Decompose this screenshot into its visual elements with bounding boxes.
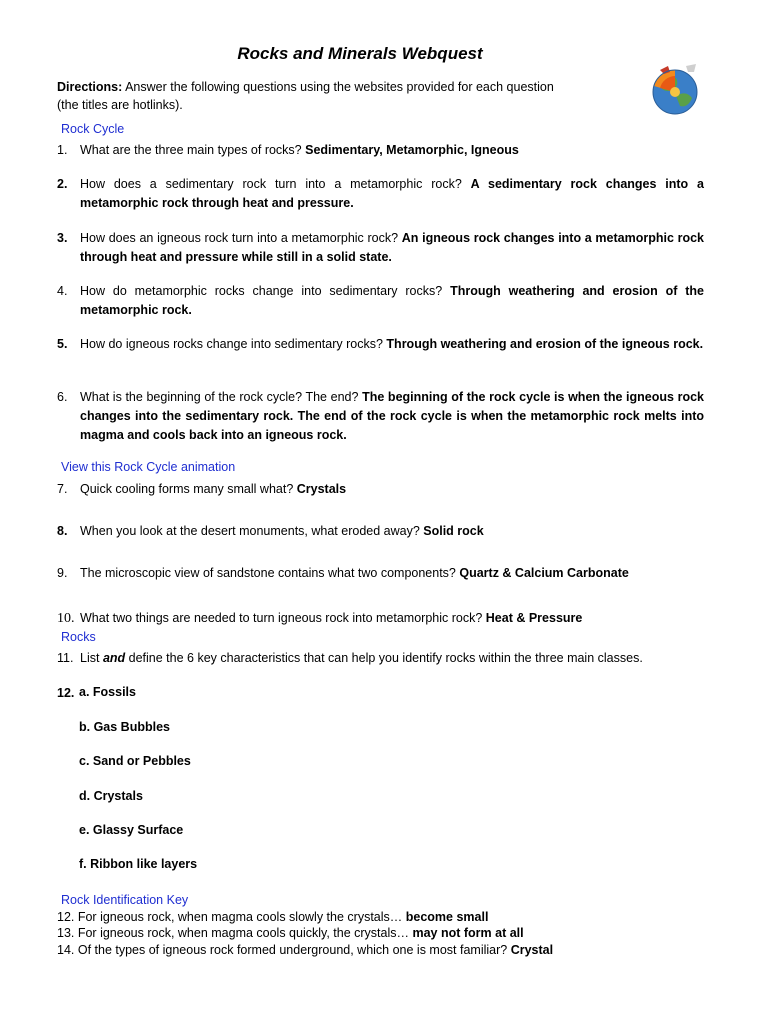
question-text: How do metamorphic rocks change into sedimentary rocks? [80,284,451,298]
question-text: How do igneous rocks change into sedimentary rocks? [80,337,387,351]
question-text: What two things are needed to turn igneous rock into metamorphic rock? [80,611,486,625]
question-number: 7. [57,482,68,496]
characteristic-item: d. Crystals [79,789,143,803]
question-8 [57,522,704,541]
question-2 [57,175,704,213]
question-text: What is the beginning of the rock cycle? The end? [80,390,363,404]
question-5 [57,335,704,354]
question-emphasis: and [102,651,126,665]
answer-text: The beginning of the rock cycle is when the igneous rock changes into the sedimentary rock. The end of the rock cycle is when the metamorphic rock melts into magma and cools back into an igneous rock. [80,390,704,442]
question-1 [57,141,704,160]
page-title: Rocks and Minerals Webquest [237,44,483,63]
question-10 [57,609,704,628]
question-number: 8. [57,524,68,538]
question-number: 2. [57,177,68,191]
question-number: 5. [57,337,68,351]
answer-12-number: 12. [57,686,75,700]
question-text: Quick cooling forms many small what? [80,482,297,496]
answer-text: An igneous rock changes into a metamorphic rock through heat and pressure while still in a solid state. [80,231,705,264]
directions-label: Directions: [57,80,123,94]
question-number: 10. [57,611,75,626]
question-text: What are the three main types of rocks? [80,143,306,157]
answer-text: may not form at all [412,926,524,940]
characteristic-item: c. Sand or Pebbles [79,754,191,768]
key-question-13 [57,925,524,942]
question-6 [57,388,704,445]
question-text: 14. Of the types of igneous rock formed underground, which one is most familiar? [57,943,511,957]
question-text: List [80,651,103,665]
characteristic-item: b. Gas Bubbles [79,720,170,734]
question-number: 9. [57,566,68,580]
question-text: How does an igneous rock turn into a metamorphic rock? [80,231,402,245]
directions-text-2: (the titles are hotlinks). [57,98,183,112]
characteristic-item: e. Glassy Surface [79,823,184,837]
answer-text: Sedimentary, Metamorphic, Igneous [305,143,519,157]
globe-icon [646,60,704,118]
question-11 [57,650,704,667]
answer-text: Crystals [296,482,347,496]
directions-text: Answer the following questions using the websites provided for each question [122,80,554,94]
question-3 [57,229,704,267]
answer-text: Quartz & Calcium Carbonate [459,566,629,580]
question-text: The microscopic view of sandstone contains what two components? [80,566,460,580]
answer-text: A sedimentary rock changes into a metamorphic rock through heat and pressure. [80,177,704,210]
section-link-id-key[interactable]: Rock Identification Key [61,893,189,907]
key-question-12 [57,909,488,926]
directions [57,78,637,114]
section-link-rocks[interactable]: Rocks [61,630,96,644]
section-link-rock-cycle[interactable]: Rock Cycle [61,122,125,136]
question-text: 13. For igneous rock, when magma cools quickly, the crystals… [57,926,413,940]
characteristic-item: f. Ribbon like layers [79,857,198,871]
question-number: 6. [57,390,68,404]
answer-text: Crystal [510,943,554,957]
question-number: 3. [57,231,68,245]
question-number: 11. [57,651,74,665]
question-4 [57,282,704,320]
answer-text: Through weathering and erosion of the metamorphic rock. [80,284,704,317]
key-question-14 [57,942,553,959]
question-number: 1. [57,143,68,157]
question-text: 12. For igneous rock, when magma cools slowly the crystals… [57,910,406,924]
answer-text: Solid rock [423,524,484,538]
answer-text: Heat & Pressure [485,611,583,625]
question-9 [57,564,704,583]
question-text: When you look at the desert monuments, what eroded away? [80,524,424,538]
question-text-2: define the 6 key characteristics that can help you identify rocks within the three main classes. [125,651,643,665]
answer-text: Through weathering and erosion of the igneous rock. [386,337,704,351]
question-7 [57,480,704,499]
characteristic-item: a. Fossils [79,685,136,699]
question-number: 4. [57,284,68,298]
section-link-animation[interactable]: View this Rock Cycle animation [61,460,236,474]
answer-text: become small [405,910,489,924]
question-text: How does a sedimentary rock turn into a metamorphic rock? [80,177,471,191]
